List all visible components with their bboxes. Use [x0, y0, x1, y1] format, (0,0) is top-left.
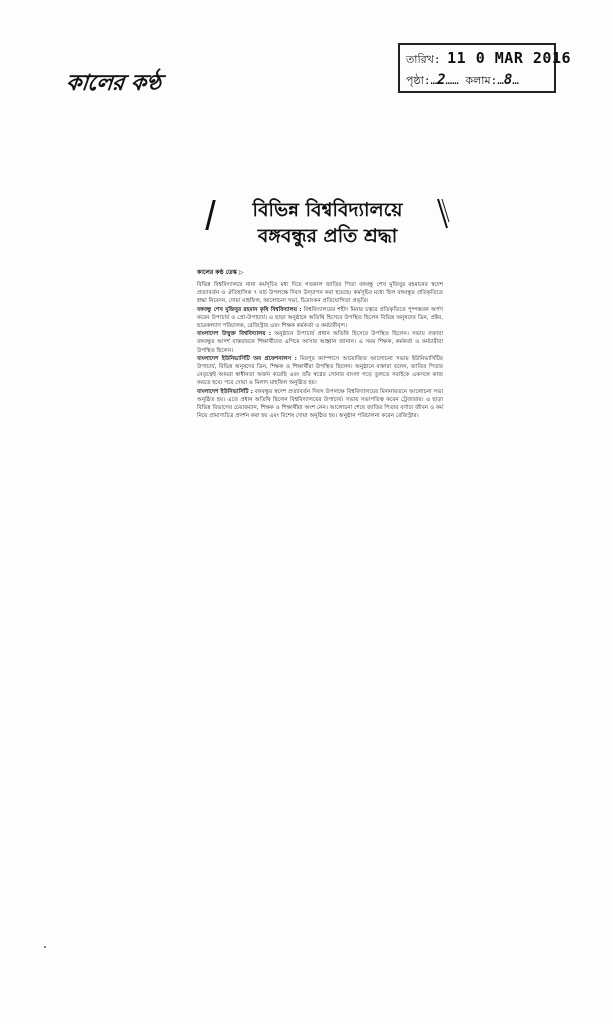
scan-speck	[44, 946, 46, 948]
paragraph-text: মিরপুর ক্যাম্পাসে আয়োজিত আলোচনা সভায় ইউনিভার্সিটির উপাচার্য, বিভিন্ন অনুষদের ডিন, শিক্ষক ও শিক্ষার্থীরা উপস্থিত ছিলেন। অনুষ্ঠানে বক্তারা বলেন, জাতির পিতার নেতৃত্বেই আমরা স্বাধীনতা অর্জন করেছি এবং তাঁর স্বপ্নের সোনার বাংলা গড়ে তুলতে সবাইকে একসঙ্গে কাজ করতে হবে। পরে দোয়া ও মিলাদ মাহফিল অনুষ্ঠিত হয়।	[197, 355, 444, 387]
stamp-date-label: তারিখ	[406, 53, 434, 66]
article-byline: কালের কণ্ঠ ডেস্ক ▷	[197, 269, 244, 276]
paragraph-text: বিশ্ববিদ্যালয়ের শহীদ মিনার চত্বরে প্রতিকৃতিতে পুষ্পস্তবক অর্পণ করেন উপাচার্য ও প্রো-উপাচার্য। এ ছাড়া অনুষ্ঠানে অতিথি হিসেবে উপস্থিত ছিলেন বিভিন্ন অনুষদের ডিন, প্রক্টর, ছাত্রকল্যাণ পরিচালক, রেজিস্ট্রার এবং শিক্ষক কর্মকর্তা ও কর্মচারীবৃন্দ।	[197, 306, 444, 330]
paragraph-text: বিভিন্ন বিশ্ববিদ্যালয়ে নানা কর্মসূচির মধ্য দিয়ে গতকাল জাতির পিতা বঙ্গবন্ধু শেখ মুজিবুর রহমানের স্বদেশ প্রত্যাবর্তন ও ঐতিহাসিক ৭ মার্চ উপলক্ষে দিবস উদ্‌যাপন করা হয়েছে। কর্মসূচির মধ্যে ছিল বঙ্গবন্ধুর প্রতিকৃতিতে শ্রদ্ধা নিবেদন, দোয়া মাহফিল, আলোচনা সভা, চিত্রাংকন প্রতিযোগিতা প্রভৃতি।	[197, 282, 443, 305]
date-stamp-box	[398, 43, 572, 93]
article-paragraph	[197, 281, 443, 306]
paragraph-lead: বাংলাদেশ উন্মুক্ত বিশ্ববিদ্যালয় :	[197, 331, 272, 338]
headline-line-1: বিভিন্ন বিশ্ববিদ্যালয়ে	[252, 199, 403, 221]
article-paragraph	[197, 306, 443, 331]
stamp-page-value: 2	[437, 72, 446, 88]
article-paragraph	[197, 330, 443, 355]
paragraph-text: অনুষ্ঠানে উপাচার্য প্রধান অতিথি হিসেবে উপস্থিত ছিলেন। সভায় বক্তারা বঙ্গবন্ধুর আদর্শ বাস্তবায়নে শিক্ষার্থীদের এগিয়ে আসার আহ্বান জানান। এ সময় শিক্ষক, কর্মকর্তা ও কর্মচারীরা উপস্থিত ছিলেন।	[197, 331, 443, 354]
stamp-column-label: কলাম	[465, 74, 491, 87]
headline-line-2: বঙ্গবন্ধুর প্রতি শ্রদ্ধা	[257, 225, 398, 247]
stamp-column-value: 8	[503, 72, 513, 88]
paragraph-lead: বঙ্গবন্ধু শেখ মুজিবুর রহমান কৃষি বিশ্ববিদ্যালয় :	[197, 306, 302, 313]
stamp-date-value: 11 0 MAR 2016	[447, 49, 572, 67]
stamp-date-row: তারিখ: 11 0 MAR 2016	[406, 49, 572, 67]
paragraph-lead: বাংলাদেশ ইউনিভার্সিটি অব প্রফেশনালস :	[197, 355, 297, 362]
article-paragraph	[197, 355, 443, 388]
paragraph-text: বঙ্গবন্ধুর স্বদেশ প্রত্যাবর্তন দিবস উপলক্ষে বিশ্ববিদ্যালয়ের মিলনায়তনে আলোচনা সভা অনুষ্ঠিত হয়। এতে প্রধান অতিথি ছিলেন বিশ্ববিদ্যালয়ের উপাচার্য। সভায় সভাপতিত্ব করেন ট্রেজারার। এ ছাড়া বিভিন্ন বিভাগের চেয়ারম্যান, শিক্ষক ও শিক্ষার্থীরা অংশ নেন। আলোচনা শেষে জাতির পিতার বর্ণাঢ্য জীবন ও কর্ম নিয়ে প্রামাণ্যচিত্র প্রদর্শন করা হয় এবং বিশেষ দোয়া অনুষ্ঠিত হয়। অনুষ্ঠান পরিচালনা করেন রেজিস্ট্রার।	[197, 388, 443, 420]
article-body	[197, 268, 443, 504]
stamp-page-label: পৃষ্ঠা	[406, 74, 424, 87]
headline-right-quote-mark	[436, 198, 450, 230]
newspaper-masthead: কালের কণ্ঠ	[64, 70, 162, 96]
stamp-page-row: পৃষ্ঠা:…2…… কলাম:…8…	[406, 72, 519, 88]
article-headline	[215, 198, 440, 264]
paragraph-lead: বাংলাদেশ ইউনিভার্সিটি :	[197, 388, 253, 395]
article-paragraph	[197, 388, 443, 421]
